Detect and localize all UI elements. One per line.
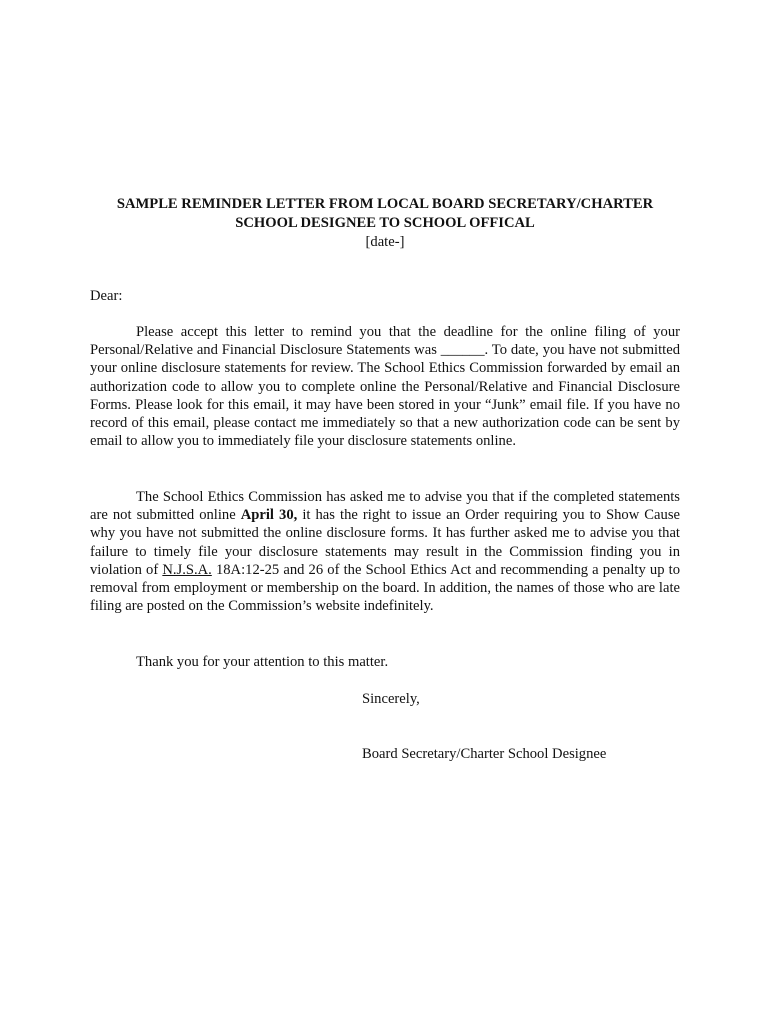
date-placeholder: [date-] (365, 234, 405, 250)
paragraph-warning-text-1: The School Ethics Commission has asked me to advise you that if the completed statements are not submitted online (90, 489, 680, 524)
letter-heading (90, 195, 680, 252)
paragraph-thanks: Thank you for your attention to this matter. (136, 654, 389, 670)
closing: Sincerely, (362, 691, 420, 707)
title-line-2: SCHOOL DESIGNEE TO SCHOOL OFFICAL (235, 215, 535, 231)
paragraph-warning (90, 488, 680, 615)
deadline-date: April 30, (240, 507, 298, 524)
statute-citation: N.J.S.A. (162, 561, 212, 578)
paragraph-warning-text-3: 18A:12-25 and 26 of the School Ethics Act and recommending a penalty up to removal from employment or membership on the board. In addition, the names of those who are late filing are posted on the Commission’s website indefinitely. (90, 561, 680, 615)
title-line-1: SAMPLE REMINDER LETTER FROM LOCAL BOARD SECRETARY/CHARTER (116, 196, 654, 212)
salutation: Dear: (90, 288, 123, 304)
paragraph-warning-text-2: it has the right to issue an Order requiring you to Show Cause why you have not submitted the online disclosure forms. It has further asked me to advise you that failure to timely file your disclosure statements may result in the Commission finding you in violation of (90, 507, 680, 578)
signature-line: Board Secretary/Charter School Designee (362, 746, 607, 762)
paragraph-reminder: Please accept this letter to remind you that the deadline for the online filing of your Personal/Relative and Financial Disclosure Statements was ______. To date, you have not submitted your online disclosure statements for review. The School Ethics Commission forwarded by email an authorization code to allow you to complete online the Personal/Relative and Financial Disclosure Forms. Please look for this email, it may have been stored in your “Junk” email file. If you have no record of this email, please contact me immediately so that a new authorization code can be sent by email to allow you to immediately file your disclosure statements online. (90, 324, 680, 450)
